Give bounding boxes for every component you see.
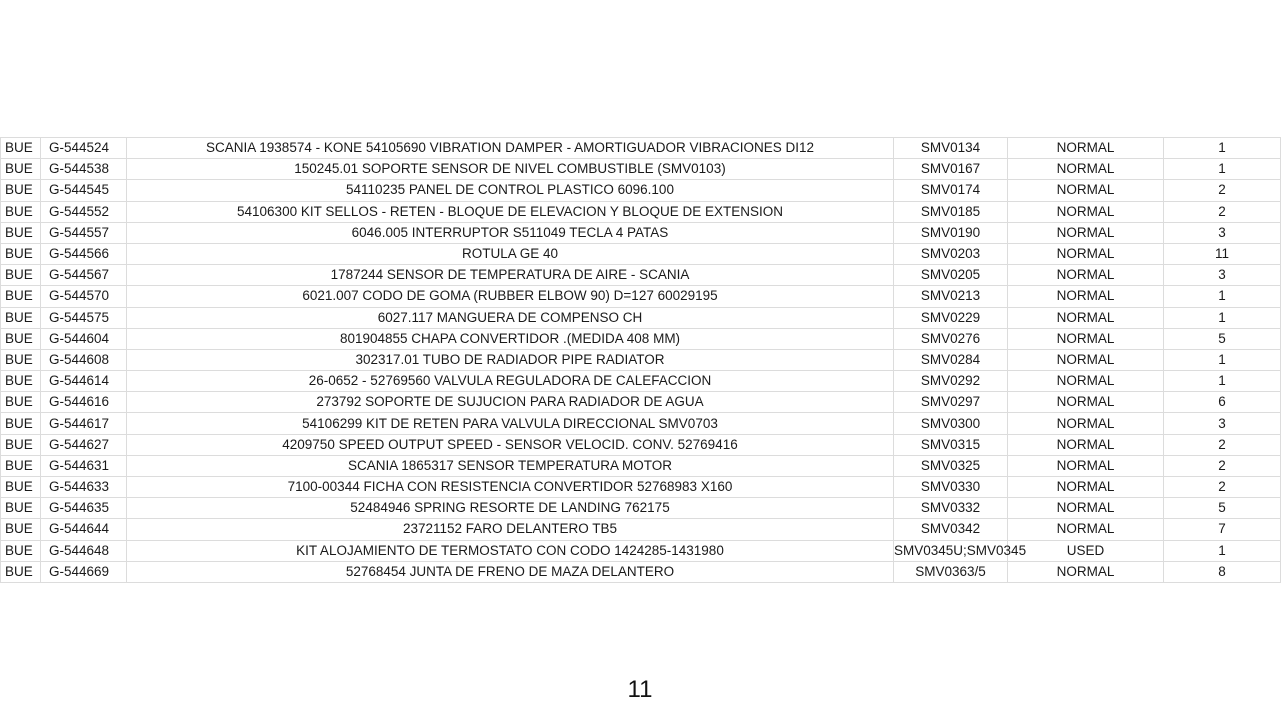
item-code-cell: G-544557 (41, 222, 127, 243)
description-cell: 6021.007 CODO DE GOMA (RUBBER ELBOW 90) D=127 60029195 (127, 286, 894, 307)
location-cell: BUE (1, 477, 41, 498)
condition-cell: NORMAL (1008, 138, 1164, 159)
condition-cell: NORMAL (1008, 392, 1164, 413)
quantity-cell: 3 (1164, 413, 1281, 434)
smv-code-cell: SMV0174 (894, 180, 1008, 201)
item-code-cell: G-544627 (41, 434, 127, 455)
table-row (1, 477, 1281, 498)
quantity-cell: 5 (1164, 498, 1281, 519)
condition-cell: NORMAL (1008, 455, 1164, 476)
condition-cell: NORMAL (1008, 434, 1164, 455)
quantity-cell: 2 (1164, 455, 1281, 476)
description-cell: 4209750 SPEED OUTPUT SPEED - SENSOR VELOCID. CONV. 52769416 (127, 434, 894, 455)
quantity-cell: 1 (1164, 371, 1281, 392)
item-code-cell: G-544631 (41, 455, 127, 476)
quantity-cell: 1 (1164, 286, 1281, 307)
smv-code-cell: SMV0297 (894, 392, 1008, 413)
quantity-cell: 2 (1164, 180, 1281, 201)
location-cell: BUE (1, 286, 41, 307)
condition-cell: NORMAL (1008, 159, 1164, 180)
parts-table-body (1, 138, 1281, 583)
smv-code-cell: SMV0363/5 (894, 561, 1008, 582)
location-cell: BUE (1, 455, 41, 476)
table-row (1, 328, 1281, 349)
quantity-cell: 6 (1164, 392, 1281, 413)
item-code-cell: G-544608 (41, 349, 127, 370)
item-code-cell: G-544538 (41, 159, 127, 180)
smv-code-cell: SMV0332 (894, 498, 1008, 519)
smv-code-cell: SMV0134 (894, 138, 1008, 159)
quantity-cell: 7 (1164, 519, 1281, 540)
smv-code-cell: SMV0315 (894, 434, 1008, 455)
table-row (1, 286, 1281, 307)
item-code-cell: G-544545 (41, 180, 127, 201)
condition-cell: NORMAL (1008, 349, 1164, 370)
smv-code-cell: SMV0342 (894, 519, 1008, 540)
item-code-cell: G-544616 (41, 392, 127, 413)
table-row (1, 180, 1281, 201)
item-code-cell: G-544648 (41, 540, 127, 561)
condition-cell: USED (1008, 540, 1164, 561)
condition-cell: NORMAL (1008, 519, 1164, 540)
table-row (1, 138, 1281, 159)
parts-table (0, 137, 1281, 583)
item-code-cell: G-544604 (41, 328, 127, 349)
quantity-cell: 1 (1164, 540, 1281, 561)
location-cell: BUE (1, 201, 41, 222)
item-code-cell: G-544575 (41, 307, 127, 328)
description-cell: 26-0652 - 52769560 VALVULA REGULADORA DE CALEFACCION (127, 371, 894, 392)
description-cell: 6027.117 MANGUERA DE COMPENSO CH (127, 307, 894, 328)
item-code-cell: G-544567 (41, 265, 127, 286)
table-row (1, 349, 1281, 370)
quantity-cell: 1 (1164, 349, 1281, 370)
table-row (1, 540, 1281, 561)
description-cell: 54106299 KIT DE RETEN PARA VALVULA DIRECCIONAL SMV0703 (127, 413, 894, 434)
description-cell: 302317.01 TUBO DE RADIADOR PIPE RADIATOR (127, 349, 894, 370)
condition-cell: NORMAL (1008, 222, 1164, 243)
condition-cell: NORMAL (1008, 413, 1164, 434)
table-row (1, 159, 1281, 180)
quantity-cell: 3 (1164, 222, 1281, 243)
table-row (1, 201, 1281, 222)
table-row (1, 243, 1281, 264)
condition-cell: NORMAL (1008, 265, 1164, 286)
condition-cell: NORMAL (1008, 307, 1164, 328)
location-cell: BUE (1, 138, 41, 159)
smv-code-cell: SMV0325 (894, 455, 1008, 476)
smv-code-cell: SMV0190 (894, 222, 1008, 243)
location-cell: BUE (1, 180, 41, 201)
table-row (1, 413, 1281, 434)
location-cell: BUE (1, 371, 41, 392)
item-code-cell: G-544633 (41, 477, 127, 498)
location-cell: BUE (1, 265, 41, 286)
table-row (1, 434, 1281, 455)
item-code-cell: G-544570 (41, 286, 127, 307)
description-cell: 54110235 PANEL DE CONTROL PLASTICO 6096.100 (127, 180, 894, 201)
smv-code-cell: SMV0213 (894, 286, 1008, 307)
item-code-cell: G-544617 (41, 413, 127, 434)
table-row (1, 455, 1281, 476)
location-cell: BUE (1, 519, 41, 540)
quantity-cell: 5 (1164, 328, 1281, 349)
description-cell: 273792 SOPORTE DE SUJUCION PARA RADIADOR DE AGUA (127, 392, 894, 413)
location-cell: BUE (1, 392, 41, 413)
smv-code-cell: SMV0185 (894, 201, 1008, 222)
smv-code-cell: SMV0276 (894, 328, 1008, 349)
description-cell: 52484946 SPRING RESORTE DE LANDING 762175 (127, 498, 894, 519)
item-code-cell: G-544635 (41, 498, 127, 519)
location-cell: BUE (1, 307, 41, 328)
condition-cell: NORMAL (1008, 180, 1164, 201)
quantity-cell: 3 (1164, 265, 1281, 286)
condition-cell: NORMAL (1008, 477, 1164, 498)
table-row (1, 265, 1281, 286)
smv-code-cell: SMV0300 (894, 413, 1008, 434)
description-cell: SCANIA 1865317 SENSOR TEMPERATURA MOTOR (127, 455, 894, 476)
condition-cell: NORMAL (1008, 201, 1164, 222)
item-code-cell: G-544669 (41, 561, 127, 582)
condition-cell: NORMAL (1008, 498, 1164, 519)
table-row (1, 519, 1281, 540)
smv-code-cell: SMV0167 (894, 159, 1008, 180)
smv-code-cell: SMV0229 (894, 307, 1008, 328)
location-cell: BUE (1, 561, 41, 582)
table-row (1, 371, 1281, 392)
table-row (1, 561, 1281, 582)
quantity-cell: 1 (1164, 159, 1281, 180)
condition-cell: NORMAL (1008, 328, 1164, 349)
item-code-cell: G-544614 (41, 371, 127, 392)
description-cell: KIT ALOJAMIENTO DE TERMOSTATO CON CODO 1424285-1431980 (127, 540, 894, 561)
location-cell: BUE (1, 243, 41, 264)
location-cell: BUE (1, 434, 41, 455)
page-number: 11 (627, 676, 653, 703)
quantity-cell: 8 (1164, 561, 1281, 582)
description-cell: 1787244 SENSOR DE TEMPERATURA DE AIRE - SCANIA (127, 265, 894, 286)
table-row (1, 392, 1281, 413)
item-code-cell: G-544566 (41, 243, 127, 264)
description-cell: SCANIA 1938574 - KONE 54105690 VIBRATION DAMPER - AMORTIGUADOR VIBRACIONES DI12 (127, 138, 894, 159)
item-code-cell: G-544644 (41, 519, 127, 540)
description-cell: 23721152 FARO DELANTERO TB5 (127, 519, 894, 540)
description-cell: 7100-00344 FICHA CON RESISTENCIA CONVERTIDOR 52768983 X160 (127, 477, 894, 498)
condition-cell: NORMAL (1008, 286, 1164, 307)
location-cell: BUE (1, 413, 41, 434)
description-cell: 801904855 CHAPA CONVERTIDOR .(MEDIDA 408 MM) (127, 328, 894, 349)
location-cell: BUE (1, 222, 41, 243)
smv-code-cell: SMV0203 (894, 243, 1008, 264)
quantity-cell: 11 (1164, 243, 1281, 264)
quantity-cell: 1 (1164, 138, 1281, 159)
description-cell: 6046.005 INTERRUPTOR S511049 TECLA 4 PATAS (127, 222, 894, 243)
smv-code-cell: SMV0292 (894, 371, 1008, 392)
condition-cell: NORMAL (1008, 371, 1164, 392)
smv-code-cell: SMV0330 (894, 477, 1008, 498)
quantity-cell: 2 (1164, 434, 1281, 455)
location-cell: BUE (1, 349, 41, 370)
condition-cell: NORMAL (1008, 561, 1164, 582)
location-cell: BUE (1, 328, 41, 349)
location-cell: BUE (1, 159, 41, 180)
description-cell: 150245.01 SOPORTE SENSOR DE NIVEL COMBUSTIBLE (SMV0103) (127, 159, 894, 180)
description-cell: 52768454 JUNTA DE FRENO DE MAZA DELANTERO (127, 561, 894, 582)
item-code-cell: G-544524 (41, 138, 127, 159)
table-row (1, 498, 1281, 519)
quantity-cell: 2 (1164, 201, 1281, 222)
smv-code-cell: SMV0284 (894, 349, 1008, 370)
item-code-cell: G-544552 (41, 201, 127, 222)
quantity-cell: 2 (1164, 477, 1281, 498)
smv-code-cell: SMV0205 (894, 265, 1008, 286)
description-cell: ROTULA GE 40 (127, 243, 894, 264)
table-row (1, 222, 1281, 243)
quantity-cell: 1 (1164, 307, 1281, 328)
table-row (1, 307, 1281, 328)
location-cell: BUE (1, 540, 41, 561)
smv-code-cell: SMV0345U;SMV0345 (894, 540, 1008, 561)
description-cell: 54106300 KIT SELLOS - RETEN - BLOQUE DE ELEVACION Y BLOQUE DE EXTENSION (127, 201, 894, 222)
location-cell: BUE (1, 498, 41, 519)
condition-cell: NORMAL (1008, 243, 1164, 264)
